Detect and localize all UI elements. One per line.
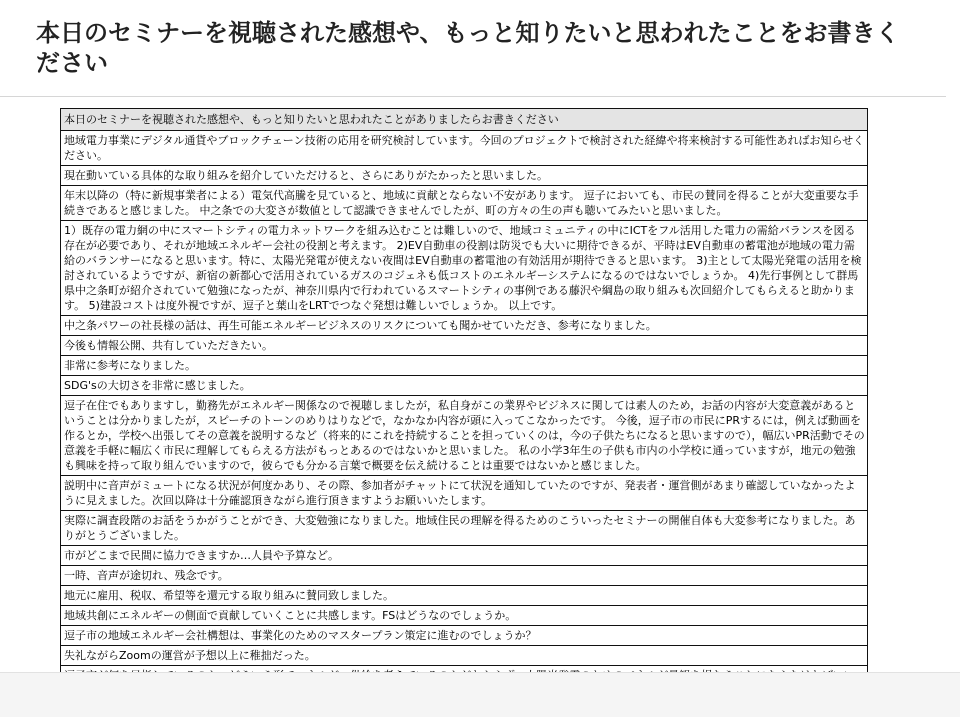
table-row [61,336,868,356]
table-cell: 逗子市の地域エネルギー会社構想は、事業化のためのマスタープラン策定に進むのでしょうか？ [61,626,868,646]
table-cell: 実際に調査段階のお話をうかがうことができ、大変勉強になりました。地域住民の理解を得るためのこういったセミナーの開催自体も大変参考になりました。ありがとうございました。 [61,511,868,546]
table-cell: 年末以降の（特に新規事業者による）電気代高騰を見ていると、地域に貢献とならない不安があります。 逗子においても、市民の賛同を得ることが大変重要な手続きであると感じました。 中之条での大変さが数値として認識できませんでしたが、町の方々の生の声も聴いてみたいと思いました。 [61,186,868,221]
table-row [61,586,868,606]
table-row [61,376,868,396]
table-header-cell: 本日のセミナーを視聴された感想や、もっと知りたいと思われたことがありましたらお書きください [61,109,868,131]
responses-table-container [60,108,868,701]
table-row [61,511,868,546]
responses-table [60,108,868,701]
table-cell: 一時、音声が途切れ、残念です。 [61,566,868,586]
table-row [61,476,868,511]
table-row [61,546,868,566]
table-row [61,566,868,586]
slide-title: 本日のセミナーを視聴された感想や、もっと知りたいと思われたことをお書きください [36,19,900,77]
table-cell: 説明中に音声がミュートになる状況が何度かあり、その際、参加者がチャットにて状況を通知していたのですが、発表者・運営側があまり確認していなかったように見えました。次回以降は十分確認頂きながら進行頂きますようお願いいたします。 [61,476,868,511]
table-cell: 地元に雇用、税収、希望等を還元する取り組みに賛同致しました。 [61,586,868,606]
table-cell: 逗子在住でもありますし，勤務先がエネルギー関係なので視聴しましたが，私自身がこの業界やビジネスに関しては素人のため，お話の内容が大変意義があるということは分かりましたが，スピーチのトーンのめりはりなどで，なかなか内容が頭に入ってこなかったです。 今後，逗子市の市民にPRするには，例えば動画を作るとか，学校へ出張してその意義を説明するなど（将来的にこれを持続することを担っていくのは，今の子供たちになると思いますので），幅広いPR活動でその意義を手軽に幅広く市民に理解してもらえる方法がもっとあるのではないかと思いました。 私の小学3年生の子供も市内の小学校に通っていますが，地元の勉強も興味を持って取り組んでいますので，彼らでも分かる言葉で概要を伝え続けることは重要ではないかと感じました。 [61,396,868,476]
table-row [61,166,868,186]
table-cell: 中之条パワーの社長様の話は、再生可能エネルギービジネスのリスクについても聞かせていただき、参考になりました。 [61,316,868,336]
table-row [61,606,868,626]
table-row [61,356,868,376]
table-row [61,396,868,476]
table-cell: 地域電力事業にデジタル通貨やブロックチェーン技術の応用を研究検討しています。今回のプロジェクトで検討された経緯や将来検討する可能性あればお知らせください。 [61,131,868,166]
table-row [61,186,868,221]
table-cell: 失礼ながらZoomの運営が予想以上に稚拙だった。 [61,646,868,666]
table-cell: 今後も情報公開、共有していただきたい。 [61,336,868,356]
table-header-row [61,109,868,131]
table-row [61,626,868,646]
table-cell: 非常に参考になりました。 [61,356,868,376]
table-row [61,131,868,166]
table-cell: 市がどこまで民間に協力できますか…人員や予算など。 [61,546,868,566]
title-divider [0,96,946,97]
table-cell: 現在動いている具体的な取り組みを紹介していただけると、さらにありがたかったと思いました。 [61,166,868,186]
footer-bar [0,672,960,717]
table-row [61,316,868,336]
table-row [61,221,868,316]
table-cell: 1）既存の電力網の中にスマートシティの電力ネットワークを組み込むことは難しいので、地域コミュニティの中にICTをフル活用した電力の需給バランスを図る存在が必要であり、それが地域エネルギー会社の役割と考えます。 2)EV自動車の役割は防災でも大いに期待できるが、平時はEV自動車の蓄電池が地域の電力需給のバランサーになると思います。特に、太陽光発電が使えない夜間はEV自動車の蓄電池の有効活用が期待できると思います。 3)主として太陽光発電の活用を検討されているようですが、新宿の新都心で活用されているガスのコジェネも低コストのエネルギーシステムになるのではないでしょうか。 4)先行事例として群馬県中之条町が紹介されていて勉強になったが、神奈川県内で行われているスマートシティの事例である藤沢や綱島の取り組みも次回紹介してもらえると助かります。 5)建設コストは度外視ですが、逗子と葉山をLRTでつなぐ発想は難しいでしょうか。 以上です。 [61,221,868,316]
table-body [61,131,868,701]
table-cell: 地域共創にエネルギーの側面で貢献していくことに共感します。FSはどうなのでしょうか。 [61,606,868,626]
table-cell: SDG'sの大切さを非常に感じました。 [61,376,868,396]
table-row [61,646,868,666]
